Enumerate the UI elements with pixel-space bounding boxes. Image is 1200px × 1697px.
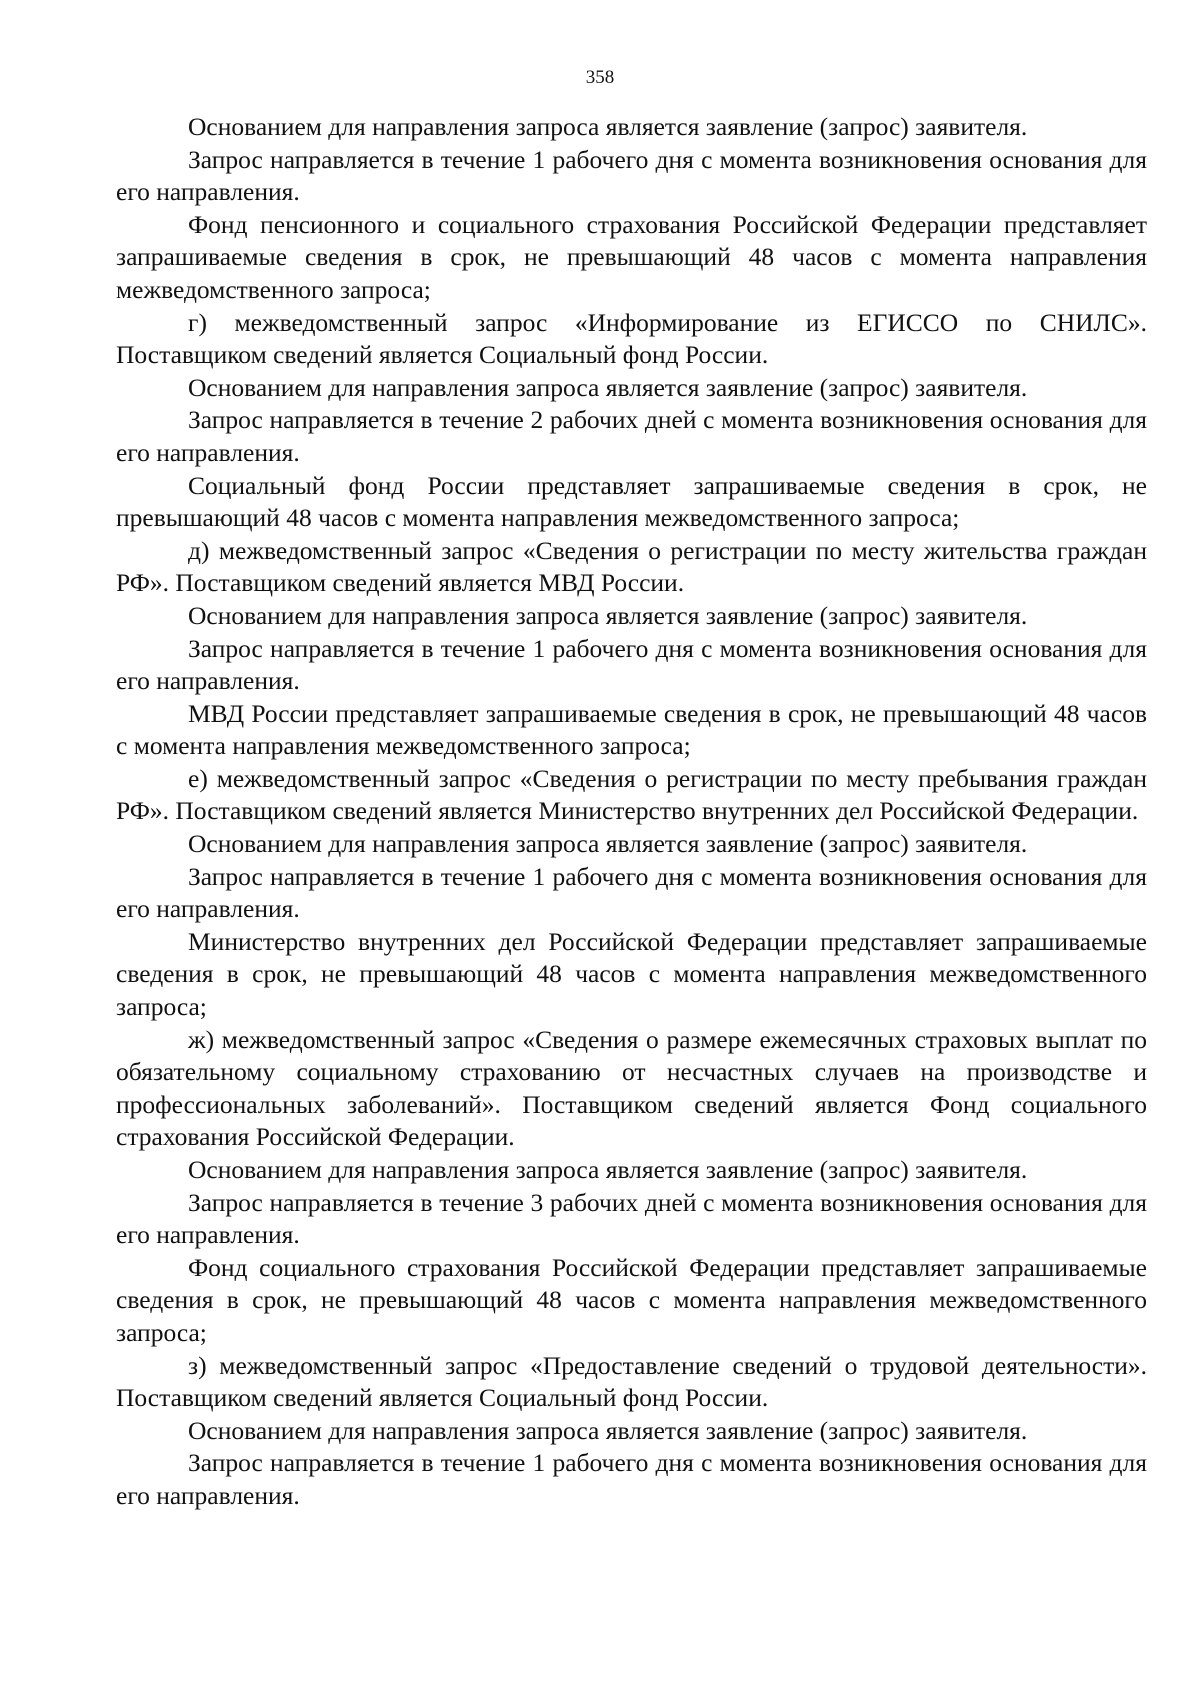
- paragraph: Социальный фонд России представляет запрашиваемые сведения в срок, не превышающий 48 часов с момента направления межведомственного запроса;: [116, 470, 1147, 533]
- paragraph: Основанием для направления запроса является заявление (запрос) заявителя.: [188, 372, 1028, 402]
- paragraph: Основанием для направления запроса является заявление (запрос) заявителя.: [188, 600, 1028, 630]
- paragraph: Министерство внутренних дел Российской Федерации представляет запрашиваемые сведения в срок, не превышающий 48 часов с момента направления межведомственного запроса;: [116, 926, 1147, 1022]
- document-body: [116, 111, 1147, 1513]
- paragraph: Основанием для направления запроса является заявление (запрос) заявителя.: [188, 1415, 1028, 1445]
- paragraph: з) межведомственный запрос «Предоставление сведений о трудовой деятельности». Поставщиком сведений является Социальный фонд России.: [116, 1350, 1147, 1413]
- paragraph: Основанием для направления запроса является заявление (запрос) заявителя.: [188, 112, 1028, 141]
- paragraph: МВД России представляет запрашиваемые сведения в срок, не превышающий 48 часов с момента направления межведомственного запроса;: [116, 698, 1147, 761]
- paragraph: е) межведомственный запрос «Сведения о регистрации по месту пребывания граждан РФ». Поставщиком сведений является Министерство внутренних дел Российской Федерации.: [116, 763, 1147, 826]
- paragraph: Запрос направляется в течение 1 рабочего дня с момента возникновения основания для его направления.: [116, 633, 1147, 696]
- paragraph: г) межведомственный запрос «Информирование из ЕГИССО по СНИЛС». Поставщиком сведений является Социальный фонд России.: [116, 307, 1147, 370]
- paragraph: Запрос направляется в течение 1 рабочего дня с момента возникновения основания для его направления.: [116, 1448, 1147, 1510]
- paragraph: Запрос направляется в течение 1 рабочего дня с момента возникновения основания для его направления.: [116, 861, 1147, 924]
- paragraph: Фонд социального страхования Российской Федерации представляет запрашиваемые сведения в срок, не превышающий 48 часов с момента направления межведомственного запроса;: [116, 1252, 1147, 1347]
- paragraph: Запрос направляется в течение 1 рабочего дня с момента возникновения основания для его направления.: [116, 144, 1147, 207]
- paragraph: Фонд пенсионного и социального страхования Российской Федерации представляет запрашиваемые сведения в срок, не превышающий 48 часов с момента направления межведомственного запроса;: [116, 209, 1147, 304]
- paragraph: Запрос направляется в течение 3 рабочих дней с момента возникновения основания для его направления.: [116, 1187, 1147, 1250]
- paragraph: Основанием для направления запроса является заявление (запрос) заявителя.: [188, 1155, 1028, 1184]
- page-number: 358: [585, 67, 615, 88]
- paragraph: Запрос направляется в течение 2 рабочих дней с момента возникновения основания для его направления.: [116, 405, 1147, 467]
- paragraph: ж) межведомственный запрос «Сведения о размере ежемесячных страховых выплат по обязательному социальному страхованию от несчастных случаев на производстве и профессиональных заболеваний». Поставщиком сведений является Фонд социального страхования Российской Федерации.: [116, 1024, 1147, 1152]
- paragraph: Основанием для направления запроса является заявление (запрос) заявителя.: [188, 829, 1028, 859]
- paragraph: д) межведомственный запрос «Сведения о регистрации по месту жительства граждан РФ». Поставщиком сведений является МВД России.: [116, 535, 1147, 598]
